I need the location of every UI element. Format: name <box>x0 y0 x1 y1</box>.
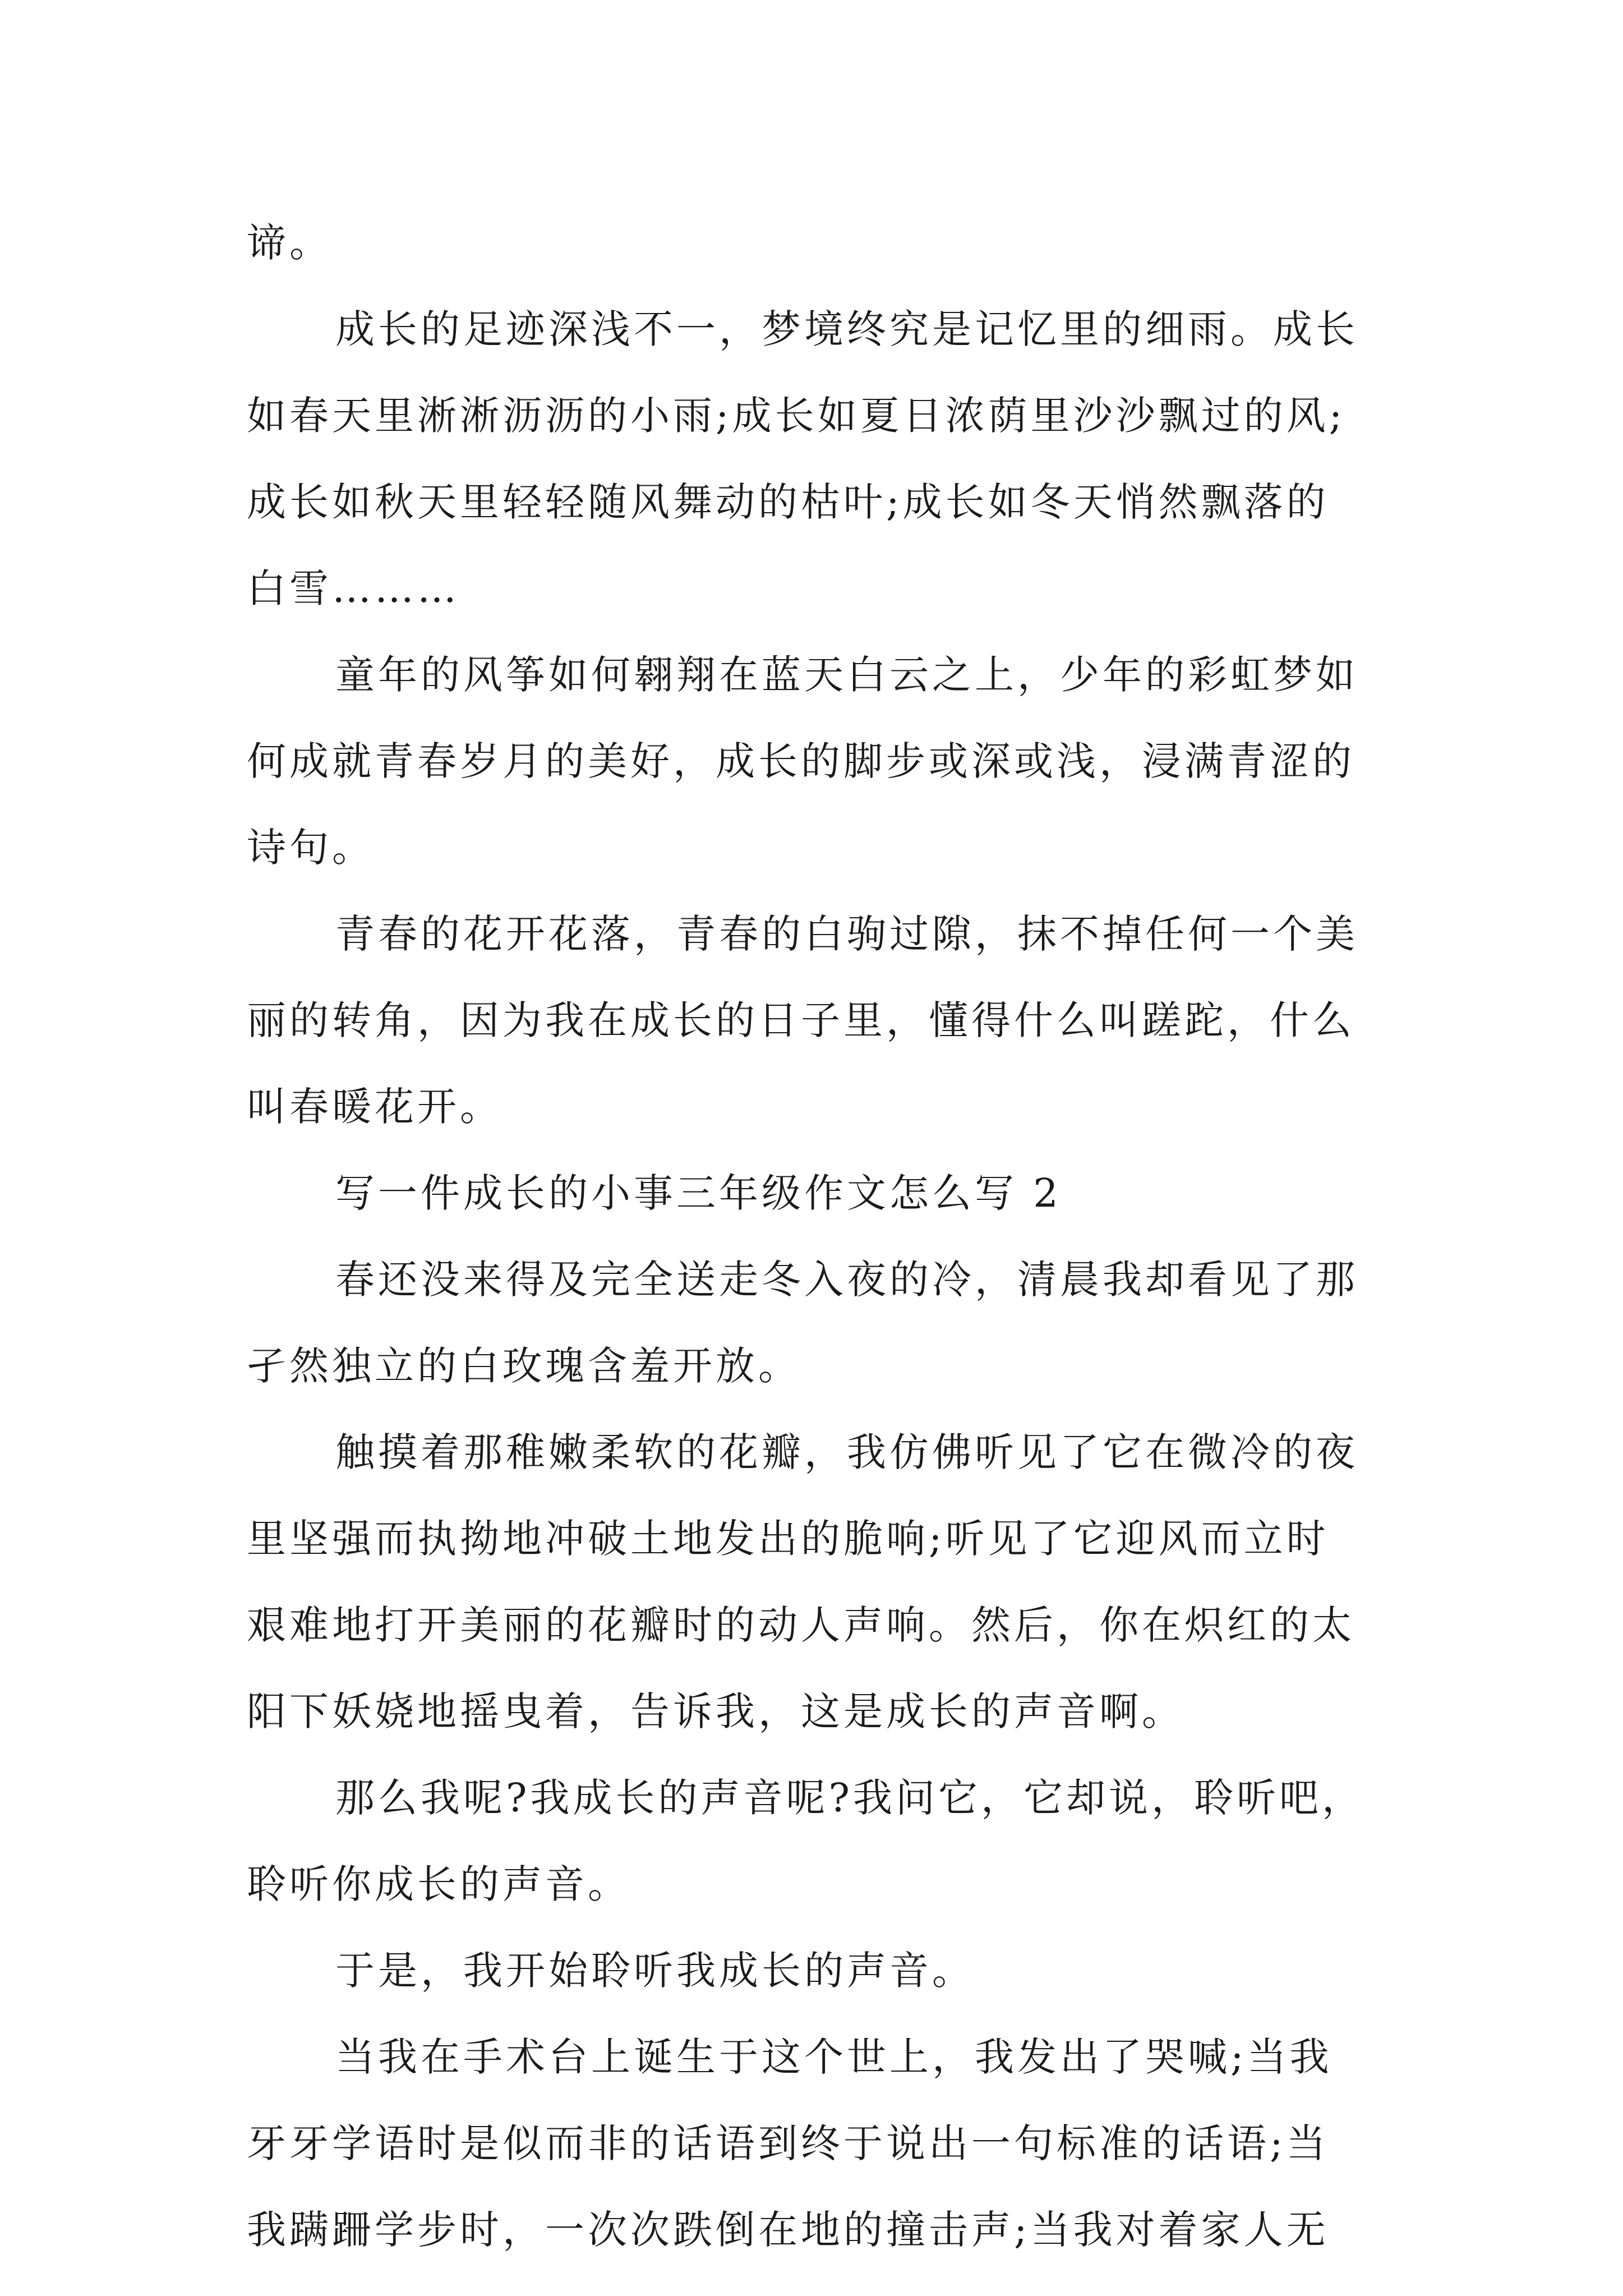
text-line: 阳下妖娆地摇曳着，告诉我，这是成长的声音啊。 <box>247 1688 1184 1734</box>
text-line: 那么我呢?我成长的声音呢?我问它，它却说，聆听吧， <box>335 1775 1365 1821</box>
text-line: 童年的风筝如何翱翔在蓝天白云之上，少年的彩虹梦如 <box>335 652 1358 698</box>
document-body <box>247 200 1402 2273</box>
text-line: 白雪……… <box>247 565 460 611</box>
text-line: 诗句。 <box>247 825 375 871</box>
text-line: 春还没来得及完全送走冬入夜的冷，清晨我却看见了那 <box>335 1257 1358 1303</box>
text-line: 成长如秋天里轻轻随风舞动的枯叶;成长如冬天悄然飘落的 <box>247 479 1329 525</box>
text-line: 如春天里淅淅沥沥的小雨;成长如夏日浓荫里沙沙飘过的风; <box>247 393 1346 439</box>
text-line: 青春的花开花落，青春的白驹过隙，抹不掉任何一个美 <box>335 911 1358 957</box>
text-line: 成长的足迹深浅不一，梦境终究是记忆里的细雨。成长 <box>335 306 1358 352</box>
text-line: 何成就青春岁月的美好，成长的脚步或深或浅，浸满青涩的 <box>247 738 1355 784</box>
text-line: 牙牙学语时是似而非的话语到终于说出一句标准的话语;当 <box>247 2120 1329 2166</box>
text-line: 艰难地打开美丽的花瓣时的动人声响。然后，你在炽红的太 <box>247 1602 1355 1648</box>
text-line: 叫春暖花开。 <box>247 1084 502 1130</box>
text-line: 写一件成长的小事三年级作文怎么写 2 <box>335 1170 1062 1216</box>
text-line: 里坚强而执拗地冲破土地发出的脆响;听见了它迎风而立时 <box>247 1516 1329 1562</box>
text-line: 当我在手术台上诞生于这个世上，我发出了哭喊;当我 <box>335 2034 1332 2080</box>
text-line: 丽的转角，因为我在成长的日子里，懂得什么叫蹉跎，什么 <box>247 997 1355 1043</box>
text-line: 我蹒跚学步时，一次次跌倒在地的撞击声;当我对着家人无 <box>247 2207 1329 2253</box>
text-line: 于是，我开始聆听我成长的声音。 <box>335 1948 975 1994</box>
text-line: 谛。 <box>247 220 332 266</box>
text-line: 聆听你成长的声音。 <box>247 1861 630 1907</box>
text-line: 孑然独立的白玫瑰含羞开放。 <box>247 1343 801 1389</box>
text-line: 触摸着那稚嫩柔软的花瓣，我仿佛听见了它在微冷的夜 <box>335 1429 1358 1475</box>
